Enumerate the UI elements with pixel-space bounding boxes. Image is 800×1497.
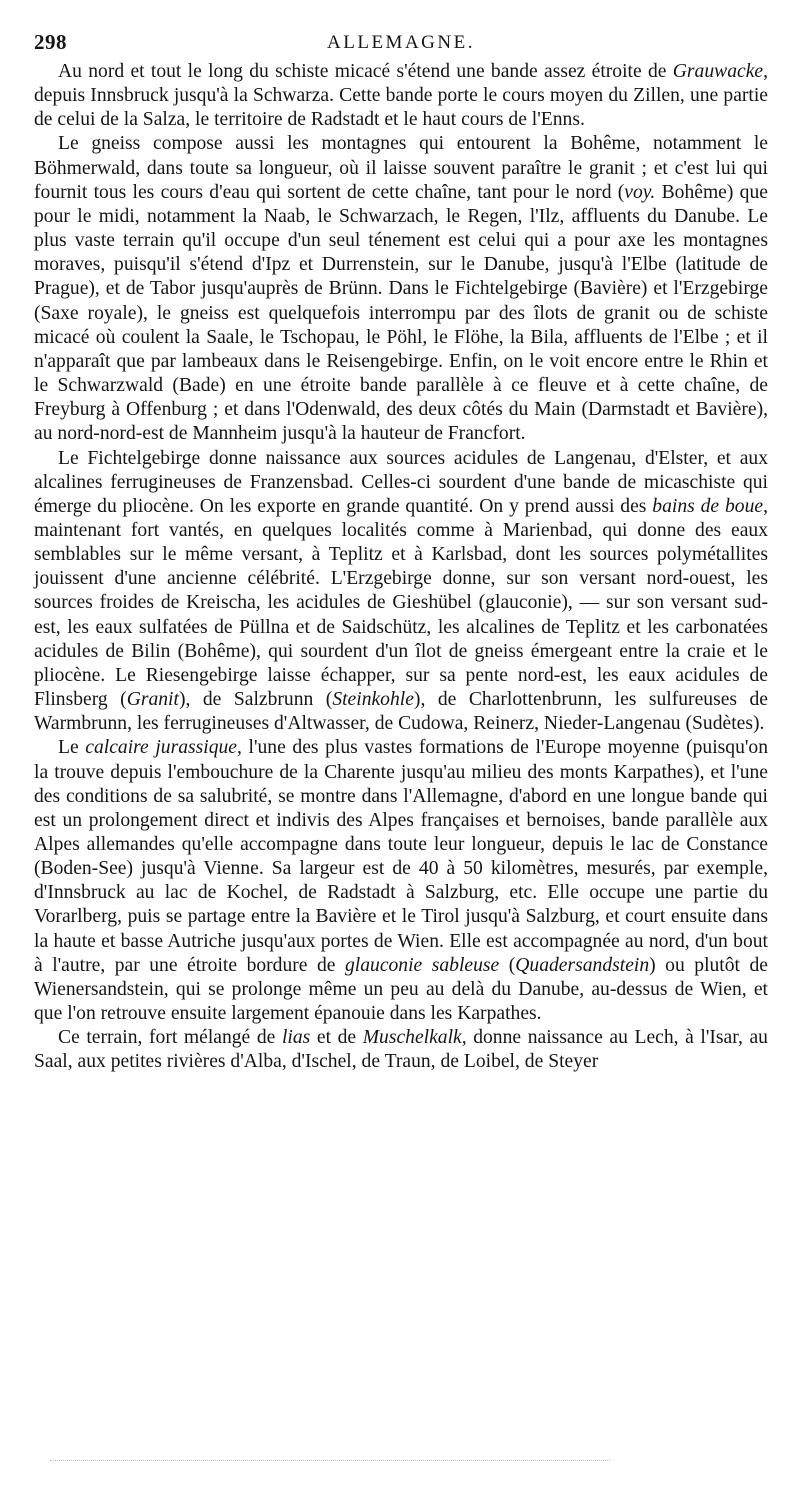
italic-term: lias xyxy=(281,1027,311,1049)
body-text xyxy=(34,60,768,1075)
italic-term: Granit xyxy=(126,689,179,711)
paragraph-gneiss: Le gneiss compose aussi les montagnes qui entourent la Bohême, notamment le Böhmerwald, dans toute sa longueur, où il laisse souvent paraître le granit ; et c'est lui qui fournit tous les cours d'eau qui sortent de cette chaîne, tant pour le nord (voy. Bohême) que pour le midi, notamment la Naab, le Schwarzach, le Regen, l'Ilz, affluents du Danube. Le plus vaste terrain qu'il occupe d'un seul ténement est celui qui a pour axe les montagnes moraves, puisqu'il s'étend d'Ipz et Durrenstein, sur le Danube, jusqu'à l'Elbe (latitude de Prague), et de Tabor jusqu'auprès de Brünn. Dans le Fichtelgebirge (Bavière) et l'Erzgebirge (Saxe royale), le gneiss est quelquefois interrompu par des îlots de granit ou de schiste micacé où coulent la Saale, le Tschopau, le Pöhl, le Flöhe, la Bila, affluents de l'Elbe ; et il n'apparaît que par lambeaux dans le Reisengebirge. Enfin, on le voit encore entre le Rhin et le Schwarzwald (Bade) en une étroite bande parallèle à ce fleuve et à cette chaîne, de Freyburg à Offenburg ; et dans l'Odenwald, des deux côtés du Main (Darmstadt et Bavière), au nord-nord-est de Mannheim jusqu'à la hauteur de Francfort. xyxy=(34,133,768,445)
paragraph-sources: Le Fichtelgebirge donne naissance aux sources acidules de Langenau, d'Elster, et aux alcalines ferrugineuses de Franzensbad. Celles-ci sourdent d'une bande de micaschiste qui émerge du pliocène. On les exporte en grande quantité. On y prend aussi des bains de boue, maintenant fort vantés, en quelques localités comme à Marienbad, qui donne des eaux semblables sur le même versant, à Teplitz et à Karlsbad, dont les sources polymétallites jouissent d'une ancienne célébrité. L'Erzgebirge donne, sur son versant nord-ouest, les sources froides de Kreischa, les acidules de Gieshübel (glauconie), — sur son versant sud-est, les eaux sulfatées de Püllna et de Saidschütz, les alcalines de Teplitz et les carbonatées acidules de Bilin (Bohême), qui sourdent d'un îlot de gneiss émergeant entre la craie et le pliocène. Le Riesengebirge laisse échapper, sur sa pente nord-est, les eaux acidules de Flinsberg (Granit), de Salzbrunn (Steinkohle), de Charlottenbrunn, les sulfureuses de Warmbrunn, les ferrugineuses d'Altwasser, de Cudowa, Reinerz, Nieder-Langenau (Sudètes). xyxy=(34,447,769,735)
paragraph-calcaire: Le calcaire jurassique, l'une des plus vastes formations de l'Europe moyenne (puisqu'on la trouve depuis l'embouchure de la Charente jusqu'au milieu des monts Karpathes), et l'une des conditions de sa salubrité, se montre dans l'Allemagne, d'abord en une longue bande qui est un prolongement direct et indivis des Alpes françaises et bernoises, bande parallèle aux Alpes allemandes qu'elle accompagne dans toute leur longueur, depuis le lac de Constance (Boden-See) jusqu'à Vienne. Sa largeur est de 40 à 50 kilomètres, mesurés, par exemple, d'Innsbruck au lac de Kochel, de Radstadt à Salzburg, etc. Elle occupe une partie du Vorarlberg, puis se partage entre la Bavière et le Tirol jusqu'à Salzburg, et court ensuite dans la haute et basse Autriche jusqu'aux portes de Wien. Elle est accompagnée au nord, d'un bout à l'autre, par une étroite bordure de glauconie sableuse (Quadersandstein) ou plutôt de Wienersandstein, qui se prolonge même un peu au delà du Danube, au-dessus de Wien, et que l'on retrouve ensuite largement épanouie dans les Karpathes. xyxy=(34,737,768,1025)
italic-term: calcaire jurassique xyxy=(85,737,238,759)
italic-term: glauconie sableuse xyxy=(344,954,500,976)
running-title: ALLEMAGNE. xyxy=(327,32,475,53)
paragraph-grauwacke: Au nord et tout le long du schiste micacé s'étend une bande assez étroite de Grauwacke, depuis Innsbruck jusqu'à la Schwarza. Cette bande porte le cours moyen du Zillen, une partie de celui de la Salza, le territoire de Radstadt et le haut cours de l'Enns. xyxy=(34,61,768,131)
page-header xyxy=(34,30,768,60)
footer-scan-line xyxy=(50,1460,610,1461)
italic-term: voy. xyxy=(624,181,656,203)
italic-term: Grauwacke xyxy=(672,61,764,82)
italic-term: bains de boue xyxy=(652,495,764,517)
italic-term: Muschelkalk xyxy=(362,1027,462,1049)
book-page xyxy=(34,30,768,1075)
page-number: 298 xyxy=(34,30,67,54)
italic-term: Quadersandstein xyxy=(515,954,650,976)
italic-term: Steinkohle xyxy=(332,689,414,711)
paragraph-terrain: Ce terrain, fort mélangé de lias et de Muschelkalk, donne naissance au Lech, à l'Isar, au Saal, aux petites rivières d'Alba, d'Ischel, de Traun, de Loibel, de Steyer xyxy=(34,1027,768,1073)
